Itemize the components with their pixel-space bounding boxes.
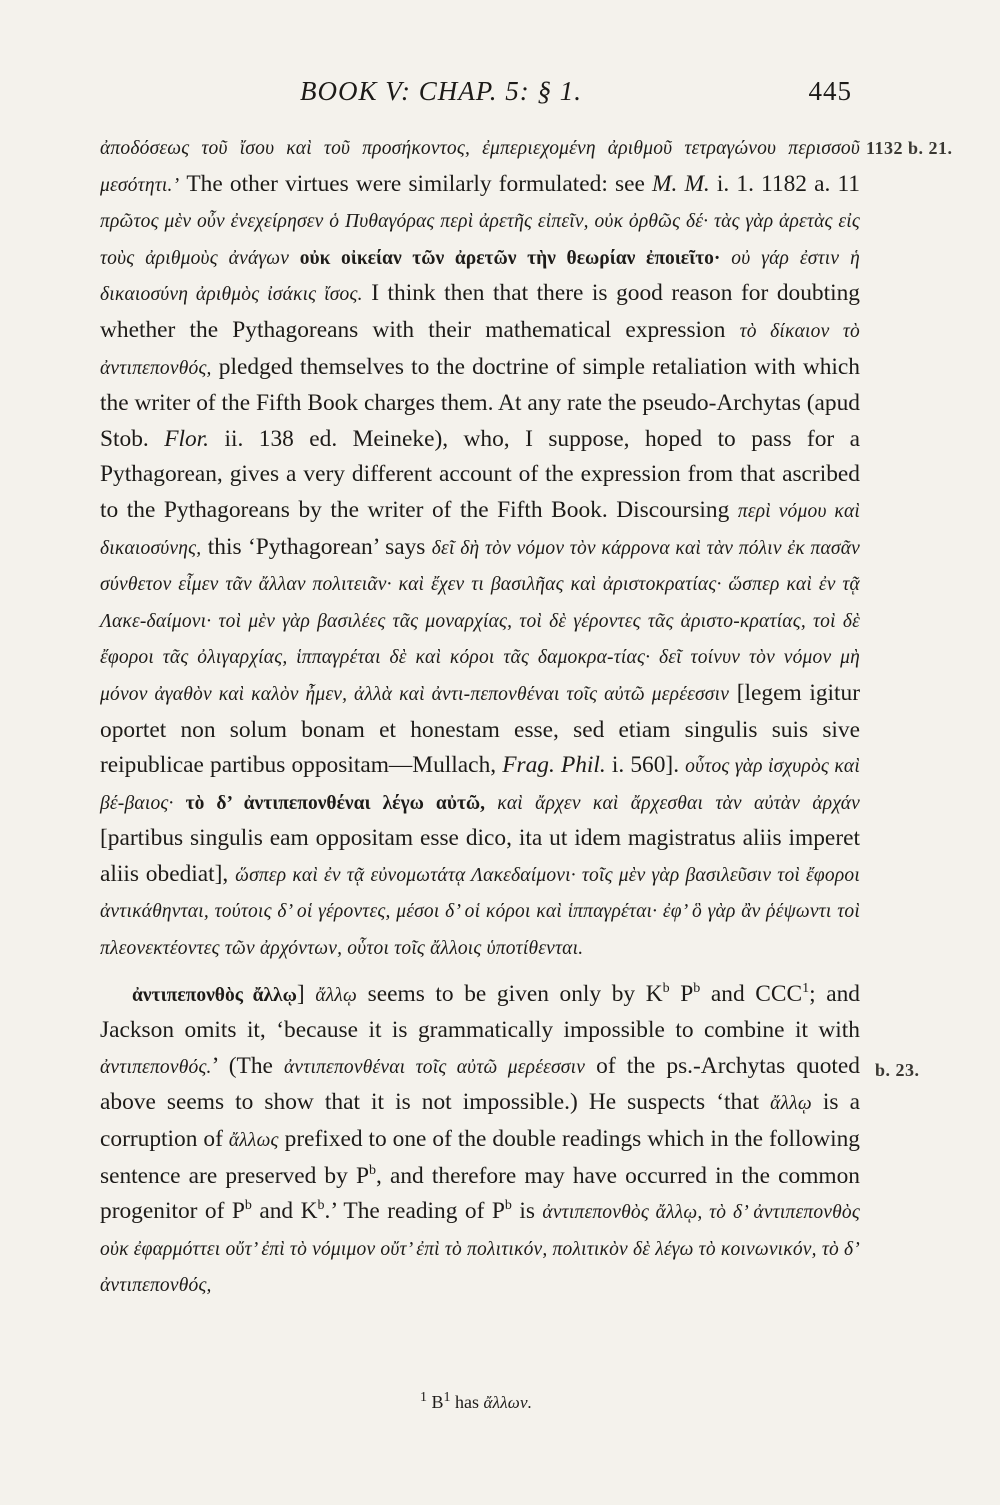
greek-quotation: οὐ γάρ ἐστιν ἡ δικαιοσύνη ἀριθμὸς ἰσάκις ἴσος. — [100, 247, 860, 306]
superscript: b — [662, 980, 670, 996]
text-span: and CCC — [700, 980, 803, 1007]
text-span: is a corruption of — [100, 1089, 860, 1153]
greek-quotation: πρῶτος μὲν οὖν ἐνεχείρησεν ὁ Πυθαγόρας περὶ ἀρετῆς εἰπεῖν, οὐκ ὀρθῶς δέ· τὰς γὰρ ἀρετὰς εἰς τοὺς ἀριθμοὺς ἀνάγων — [100, 211, 860, 269]
text-span: this ‘Pythagorean’ says — [201, 533, 432, 560]
text-span: ’ (The — [211, 1052, 284, 1079]
margin-reference: 1132 b. 21. — [866, 138, 953, 158]
greek-word: ἄλλῳ — [315, 984, 358, 1006]
lemma: ἀντιπεπονθὸς ἄλλῳ — [132, 984, 297, 1006]
footnote-text: has — [450, 1392, 484, 1412]
citation: Frag. Phil. — [502, 752, 606, 779]
text-span: , and therefore may have occurred in the common progenitor of P — [100, 1162, 860, 1225]
footnote-text: B — [427, 1392, 444, 1412]
greek-quotation: ἀποδόσεως τοῦ ἴσου καὶ τοῦ προσήκοντος, ἐμπεριεχομένη ἀριθμοῦ τετραγώνου περισσοῦ μεσότητι.’ — [100, 138, 860, 196]
text-span: I think then that there is good reason for doubting whether the Pythagoreans with their mathematical expression — [100, 280, 860, 343]
text-span: ii. 138 ed. Meineke), who, I suppose, hoped to pass for a Pythagorean, gives a very different account of the expression from that ascribed to the Pythagoreans by the writer of the Fifth Book. Discoursing — [100, 425, 860, 523]
text-span: P — [669, 980, 694, 1007]
page-number: 445 — [808, 76, 852, 106]
text-span: [partibus singulis eam oppositam esse dico, ita ut idem magistratus aliis imperet aliis obediat], — [100, 825, 860, 887]
running-head — [300, 76, 860, 116]
greek-quotation: δεῖ δὴ τὸν νόμον τὸν κάρρονα καὶ τὰν πόλιν ἐκ πασᾶν σύνθετον εἶμεν τᾶν ἄλλαν πολιτειᾶν· καὶ ἔχεν τι βασιλῆας καὶ ἀριστοκρατίας· ὥσπερ καὶ ἐν τᾷ Λακε-δαίμονι· τοὶ μὲν γὰρ βασιλέες τᾶς μοναρχίας, τοὶ δὲ γέροντες τᾶς ἀριστο-κρατίας, τοὶ δὲ ἔφοροι τᾶς ὀλιγαρχίας, ἱππαγρέται δὲ καὶ κόροι τᾶς δαμοκρα-τίας· δεῖ τοίνυν τὸν νόμον μὴ μόνον ἀγαθὸν καὶ καλὸν ἦμεν, ἀλλὰ καὶ ἀντι-πεπονθέναι τοῖς αὐτῶ μερέεσσιν — [100, 537, 860, 705]
greek-word: ἄλλων. — [483, 1393, 533, 1412]
footnote-marker: 1 — [420, 1390, 427, 1405]
citation: Flor. — [164, 425, 210, 452]
superscript: b — [317, 1198, 325, 1214]
text-span: seems to be given only by K — [357, 980, 663, 1007]
footnote-marker: 1 — [802, 980, 810, 996]
citation: M. M. — [651, 170, 710, 197]
text-span: The other virtues were similarly formulated: see — [179, 170, 652, 197]
margin-reference: b. 23. — [875, 1060, 920, 1080]
greek-word: ἄλλῳ — [770, 1093, 812, 1115]
text-span: [legem igitur oportet non solum bonam et honestam esse, sed etiam singulis suis sive reipublicae partibus oppositam—Mullach, — [100, 679, 861, 779]
text-span: .’ The reading of P — [324, 1198, 505, 1225]
greek-quotation: ὥσπερ καὶ ἐν τᾷ εὐνομωτάτᾳ Λακεδαίμονι· τοῖς μὲν γὰρ βασιλεῦσιν τοὶ ἔφοροι ἀντικάθηνται, τούτοις δ’ οἱ γέροντες, μέσοι δ’ οἱ κόροι καὶ ἱππαγρέται· ἐφ’ ὃ γὰρ ἂν ῥέψωντι τοὶ πλεονεκτέοντες τῶν ἀρχόντων, οὗτοι τοῖς ἄλλοις ὑποτίθενται. — [100, 864, 860, 960]
text-span: i. 560]. — [605, 752, 686, 779]
paragraph-1 — [100, 130, 860, 967]
footnote — [420, 1392, 532, 1413]
greek-quotation: καὶ ἄρχεν καὶ ἄρχεσθαι τὰν αὐτὰν ἀρχάν — [485, 792, 860, 814]
greek-bold-quotation: τὸ δ’ ἀντιπεπονθέναι λέγω αὐτῶ, — [173, 792, 486, 814]
greek-word: ἄλλως — [228, 1130, 279, 1152]
greek-quotation: ἀντιπεπονθὸς ἄλλῳ, τὸ δ’ ἀντιπεπονθὸς οὐκ ἐφαρμόττει οὔτ’ ἐπὶ τὸ νόμιμον οὔτ’ ἐπὶ τὸ πολιτικόν, πολιτικὸν δὲ λέγω τὸ κοινωνικόν, τὸ δ’ ἀντιπεπονθός, — [100, 1202, 860, 1297]
text-span: of the ps.-Archytas quoted above seems to show that it is not impossible.) He suspects ‘that — [100, 1052, 860, 1116]
greek-bold-quotation: οὐκ οἰκείαν τῶν ἀρετῶν τὴν θεωρίαν ἐποιεῖτο· — [289, 247, 721, 269]
superscript: b — [368, 1162, 376, 1178]
greek-quotation: περὶ νόμου καὶ δικαιοσύνης, — [100, 500, 860, 559]
text-span: prefixed to one of the double readings which in the following sentence are preserved by P — [100, 1126, 860, 1189]
text-span: pledged themselves to the doctrine of simple retaliation with which the writer of the Fifth Book charges them. At any rate the pseudo-Archytas (apud Stob. — [100, 353, 860, 452]
text-span: ; and Jackson omits it, ‘because it is grammatically impossible to combine it with — [100, 980, 861, 1044]
text-span: is — [511, 1198, 543, 1225]
greek-quotation: τὸ δίκαιον τὸ ἀντιπεπονθός, — [100, 320, 860, 379]
text-span: and K — [251, 1198, 318, 1225]
paragraph-2 — [100, 977, 860, 1304]
greek-word: ἀντιπεπονθός. — [100, 1056, 212, 1078]
running-title: BOOK V: CHAP. 5: § 1. — [300, 76, 582, 106]
text-span: ] — [296, 980, 316, 1007]
superscript: b — [504, 1198, 512, 1214]
superscript: 1 — [443, 1390, 451, 1405]
main-text — [100, 130, 860, 1304]
greek-quotation: οὗτος γὰρ ἰσχυρὸς καὶ βέ-βαιος· — [100, 756, 860, 814]
superscript: b — [244, 1198, 252, 1214]
text-span: i. 1. 1182 a. 11 — [709, 170, 860, 197]
superscript: b — [693, 980, 701, 996]
greek-quotation: ἀντιπεπονθέναι τοῖς αὐτῶ μερέεσσιν — [284, 1056, 586, 1078]
